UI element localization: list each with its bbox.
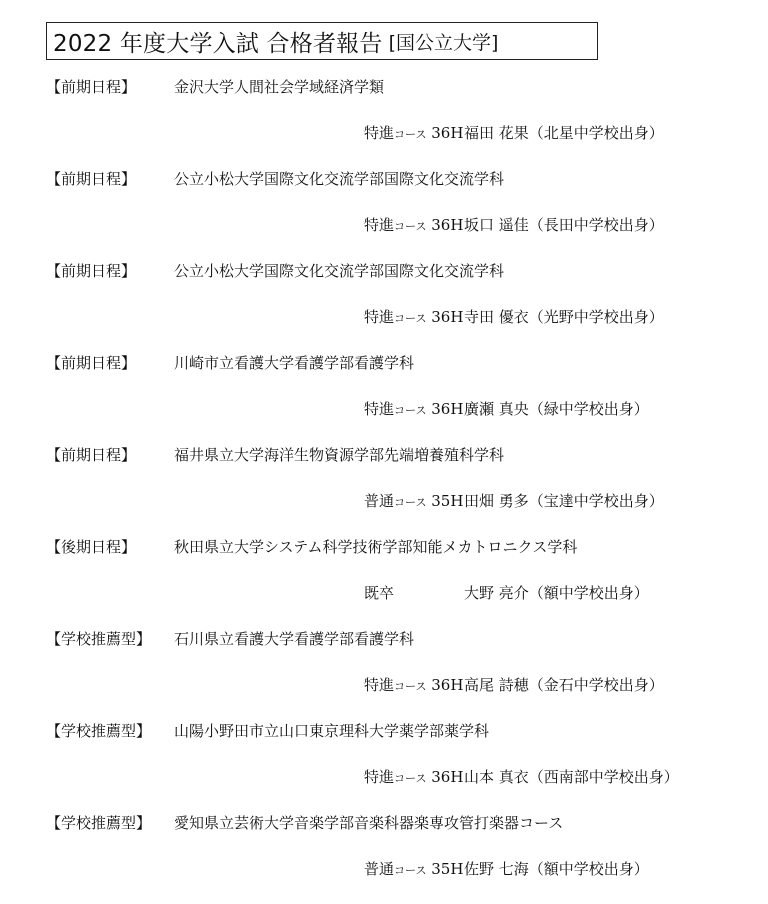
course-class xyxy=(364,398,464,420)
university-department: 山陽小野田市立山口東京理科大学薬学部薬学科 xyxy=(174,722,490,740)
course-name: 特進 xyxy=(364,400,395,418)
course-suffix: コース xyxy=(394,496,427,509)
list-item xyxy=(0,76,768,168)
report-title: 2022 年度大学入試 合格者報告 xyxy=(53,30,383,57)
student-line xyxy=(364,398,649,420)
entry-header-line xyxy=(46,536,577,558)
course-suffix: コース xyxy=(394,312,427,325)
student-name-origin: 廣瀬 真央（緑中学校出身） xyxy=(464,400,649,418)
entry-header-line xyxy=(46,628,414,650)
list-item xyxy=(0,260,768,352)
list-item xyxy=(0,812,768,904)
student-name-origin: 佐野 七海（額中学校出身） xyxy=(464,860,649,878)
student-name-origin: 大野 亮介（額中学校出身） xyxy=(464,584,649,602)
student-name-origin: 坂口 遥佳（長田中学校出身） xyxy=(464,216,664,234)
entry-header-line xyxy=(46,812,563,834)
course-name: 特進 xyxy=(364,124,395,142)
course-class xyxy=(364,858,464,880)
homeroom-class: 36H xyxy=(426,308,464,326)
university-department: 石川県立看護大学看護学部看護学科 xyxy=(174,630,415,648)
student-name-origin: 田畑 勇多（宝達中学校出身） xyxy=(464,492,664,510)
report-title-box xyxy=(46,22,598,60)
list-item xyxy=(0,352,768,444)
homeroom-class: 36H xyxy=(426,124,464,142)
student-line xyxy=(364,306,664,328)
homeroom-class: 35H xyxy=(426,492,464,510)
entry-header-line xyxy=(46,352,414,374)
exam-category: 【前期日程】 xyxy=(46,446,137,464)
student-line xyxy=(364,122,664,144)
entry-header-line xyxy=(46,76,384,98)
university-department: 公立小松大学国際文化交流学部国際文化交流学科 xyxy=(174,170,505,188)
entry-header-line xyxy=(46,720,489,742)
student-name-origin: 寺田 優衣（光野中学校出身） xyxy=(464,308,664,326)
course-name: 特進 xyxy=(364,308,395,326)
exam-category: 【前期日程】 xyxy=(46,262,137,280)
homeroom-class: 36H xyxy=(426,676,464,694)
exam-category: 【前期日程】 xyxy=(46,78,137,96)
entry-header-line xyxy=(46,260,504,282)
course-name: 普通 xyxy=(364,492,395,510)
entry-header-line xyxy=(46,168,504,190)
course-class xyxy=(364,766,464,788)
course-name: 特進 xyxy=(364,768,395,786)
university-department: 公立小松大学国際文化交流学部国際文化交流学科 xyxy=(174,262,505,280)
exam-category: 【前期日程】 xyxy=(46,354,137,372)
exam-category: 【学校推薦型】 xyxy=(46,630,152,648)
exam-category: 【前期日程】 xyxy=(46,170,137,188)
homeroom-class: 36H xyxy=(426,400,464,418)
course-suffix: コース xyxy=(394,128,427,141)
university-department: 川崎市立看護大学看護学部看護学科 xyxy=(174,354,415,372)
course-class xyxy=(364,214,464,236)
course-class xyxy=(364,582,464,604)
course-class xyxy=(364,306,464,328)
student-line xyxy=(364,858,649,880)
course-class xyxy=(364,490,464,512)
student-line xyxy=(364,214,664,236)
course-suffix: コース xyxy=(394,404,427,417)
course-name: 既卒 xyxy=(364,584,395,602)
exam-category: 【学校推薦型】 xyxy=(46,722,152,740)
student-line xyxy=(364,766,679,788)
list-item xyxy=(0,444,768,536)
student-line xyxy=(364,674,664,696)
homeroom-class: 35H xyxy=(426,860,464,878)
student-name-origin: 福田 花果（北星中学校出身） xyxy=(464,124,664,142)
student-name-origin: 高尾 詩穂（金石中学校出身） xyxy=(464,676,664,694)
university-department: 金沢大学人間社会学域経済学類 xyxy=(174,78,385,96)
course-name: 特進 xyxy=(364,216,395,234)
course-class xyxy=(364,674,464,696)
student-line xyxy=(364,582,649,604)
student-line xyxy=(364,490,664,512)
course-suffix: コース xyxy=(394,680,427,693)
report-subtitle: [国公立大学] xyxy=(388,31,499,54)
course-suffix: コース xyxy=(394,864,427,877)
course-suffix: コース xyxy=(394,220,427,233)
university-department: 愛知県立芸術大学音楽学部音楽科器楽専攻管打楽器コース xyxy=(174,814,564,832)
exam-category: 【後期日程】 xyxy=(46,538,137,556)
list-item xyxy=(0,628,768,720)
list-item xyxy=(0,536,768,628)
exam-category: 【学校推薦型】 xyxy=(46,814,152,832)
homeroom-class: 36H xyxy=(426,768,464,786)
student-name-origin: 山本 真衣（西南部中学校出身） xyxy=(464,768,679,786)
list-item xyxy=(0,168,768,260)
list-item xyxy=(0,720,768,812)
course-class xyxy=(364,122,464,144)
university-department: 秋田県立大学システム科学技術学部知能メカトロニクス学科 xyxy=(174,538,578,556)
university-department: 福井県立大学海洋生物資源学部先端増養殖科学科 xyxy=(174,446,505,464)
course-name: 普通 xyxy=(364,860,395,878)
homeroom-class: 36H xyxy=(426,216,464,234)
entry-header-line xyxy=(46,444,504,466)
course-name: 特進 xyxy=(364,676,395,694)
course-suffix: コース xyxy=(394,772,427,785)
